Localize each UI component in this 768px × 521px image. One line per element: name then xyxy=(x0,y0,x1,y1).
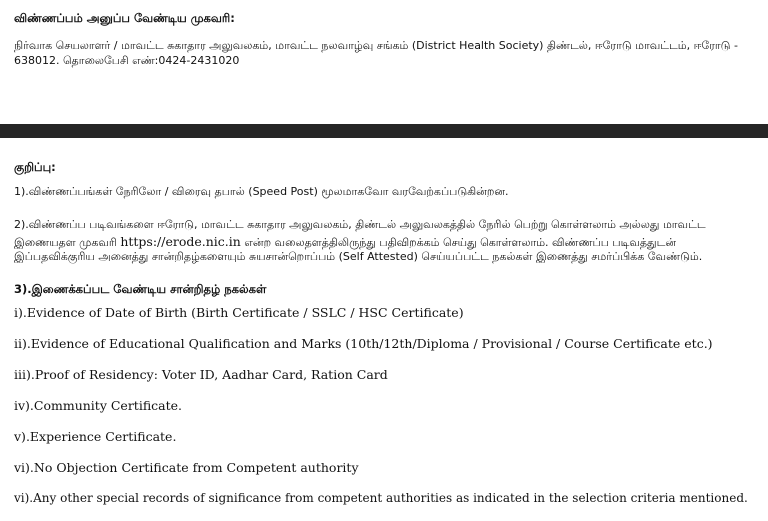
list-item: iii).Proof of Residency: Voter ID, Aadhar Card, Ration Card xyxy=(14,367,388,382)
section-divider xyxy=(0,124,768,138)
list-item: ii).Evidence of Educational Qualification and Marks (10th/12th/Diploma / Provisional / Course Certificate etc.) xyxy=(14,336,713,351)
address-heading: விண்ணப்பம் அனுப்ப வேண்டிய முகவரி: xyxy=(14,11,235,25)
list-item: vi).Any other special records of significance from competent authorities as indicated in the selection criteria mentioned. xyxy=(14,491,748,505)
note-1: 1).விண்ணப்பங்கள் நேரிலோ / விரைவு தபால் (Speed Post) மூலமாகவோ வரவேற்கப்படுகின்றன. xyxy=(14,185,509,198)
list-item: vi).No Objection Certificate from Competent authority xyxy=(14,460,359,475)
address-line-1: நிர்வாக செயலாளர் / மாவட்ட சுகாதார அலுவலகம், மாவட்ட நலவாழ்வு சங்கம் (District Health Society) திண்டல், ஈரோடு மாவட்டம், ஈரோடு - xyxy=(14,39,738,52)
address-line-2: 638012. தொலைபேசி எண்:0424-2431020 xyxy=(14,54,240,67)
note-2-line-1: 2).விண்ணப்ப படிவங்களை ஈரோடு, மாவட்ட சுகாதார அலுவலகம், திண்டல் அலுவலகத்தில் நேரில் பெற்று கொள்ளலாம் அல்லது மாவட்ட xyxy=(14,218,706,231)
list-item: i).Evidence of Date of Birth (Birth Certificate / SSLC / HSC Certificate) xyxy=(14,305,464,320)
list-item: iv).Community Certificate. xyxy=(14,398,183,413)
note-2-line-2 xyxy=(14,234,676,251)
note-2-line-2-suffix: என்ற வலைதளத்திலிருந்து பதிவிறக்கம் செய்து கொள்ளலாம். விண்ணப்ப படிவத்துடன் xyxy=(240,236,677,249)
note-2-line-2-prefix: இணையதள முகவரி xyxy=(14,236,121,249)
certificates-heading: 3).இணைக்கப்பட வேண்டிய சான்றிதழ் நகல்கள் xyxy=(14,282,267,296)
list-item: v).Experience Certificate. xyxy=(14,429,177,444)
website-url: https://erode.nic.in xyxy=(120,234,241,249)
notes-heading: குறிப்பு: xyxy=(14,160,56,174)
note-2-line-3: இப்பதவிக்குரிய அனைத்து சான்றிதழ்களையும் சுயசான்றொப்பம் (Self Attested) செய்யப்பட்ட நகல்கள் இணைத்து சமர்ப்பிக்க வேண்டும். xyxy=(14,250,703,263)
